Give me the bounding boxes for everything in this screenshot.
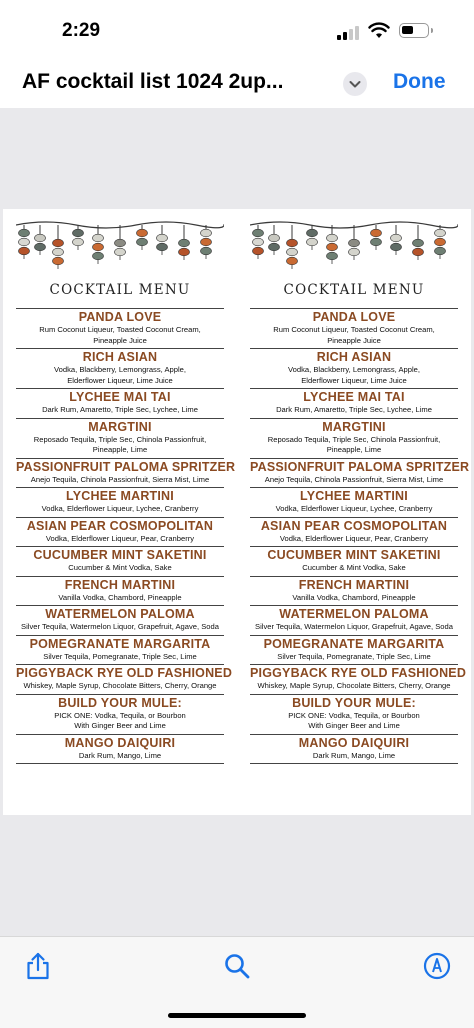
menu-item-ingredients: Silver Tequila, Pomegranate, Triple Sec, Lime (43, 651, 197, 661)
menu-item-ingredients: Anejo Tequila, Chinola Passionfruit, Sierra Mist, Lime (264, 474, 444, 484)
menu-item-ingredients: Rum Coconut Liqueur, Toasted Coconut Cream, (273, 325, 435, 334)
menu-item-name: PASSIONFRUIT PALOMA SPRITZER (250, 459, 470, 474)
status-bar (0, 0, 474, 60)
menu-item (250, 636, 458, 666)
menu-item-name: FRENCH MARTINI (298, 577, 410, 592)
menu-item-ingredients: Dark Rum, Mango, Lime (78, 750, 162, 760)
menu-item (250, 518, 458, 548)
menu-items (250, 308, 470, 764)
menu-item-ingredients: Vodka, Elderflower Liqueur, Pear, Cranberry (279, 533, 429, 543)
menu-item-ingredients: Vanilla Vodka, Chambord, Pineapple (292, 592, 416, 602)
menu-item-ingredients: PICK ONE: Vodka, Tequila, or Bourbon (54, 710, 186, 720)
menu-item-ingredients: Reposado Tequila, Triple Sec, Chinola Passionfruit, (267, 434, 441, 444)
search-icon[interactable] (222, 951, 252, 981)
menu-item (16, 695, 224, 735)
menu-item-name: BUILD YOUR MULE: (292, 695, 416, 710)
menu-item-name: WATERMELON PALOMA (279, 607, 429, 621)
menu-item-ingredients: Reposado Tequila, Triple Sec, Chinola Passionfruit, (33, 434, 207, 444)
menu-item-name: LYCHEE MARTINI (66, 489, 174, 503)
battery-icon (399, 23, 429, 38)
menu-item-name: PIGGYBACK RYE OLD FASHIONED (16, 666, 233, 680)
share-icon[interactable] (23, 951, 53, 981)
menu-item (250, 309, 458, 349)
menu-item-ingredients: Dark Rum, Amaretto, Triple Sec, Lychee, Lime (276, 405, 432, 414)
menu-item (250, 389, 458, 419)
menu-item-ingredients: Elderflower Liqueur, Lime Juice (67, 375, 173, 385)
menu-item-ingredients: Vodka, Elderflower Liqueur, Lychee, Cranberry (41, 504, 199, 513)
menu-item-ingredients: Vodka, Blackberry, Lemongrass, Apple, (288, 365, 420, 374)
menu-item (250, 695, 458, 735)
menu-item-name: MANGO DAIQUIRI (64, 735, 176, 750)
menu-item-ingredients: Vodka, Elderflower Liqueur, Pear, Cranberry (45, 533, 195, 543)
menu-item-name: MARGTINI (88, 419, 152, 434)
menu-item (250, 419, 458, 459)
home-indicator (168, 1013, 306, 1018)
menu-item-ingredients: Cucumber & Mint Vodka, Sake (302, 563, 406, 572)
menu-item (16, 349, 224, 389)
menu-item-name: RICH ASIAN (82, 350, 158, 364)
menu-title: COCKTAIL MENU (283, 282, 425, 298)
menu-item (16, 665, 233, 695)
menu-item (16, 735, 224, 765)
menu-item-name: WATERMELON PALOMA (45, 607, 195, 621)
menu-item (16, 488, 224, 518)
menu-item-name: PASSIONFRUIT PALOMA SPRITZER (16, 459, 236, 474)
menu-item (250, 349, 458, 389)
menu-item-ingredients: With Ginger Beer and Lime (74, 721, 166, 730)
menu-item (250, 606, 458, 636)
menu-item (16, 459, 236, 489)
menu-item (16, 309, 224, 349)
menu-item-ingredients: Silver Tequila, Watermelon Liquor, Grapefruit, Agave, Soda (21, 622, 219, 631)
menu-item-ingredients: Rum Coconut Liqueur, Toasted Coconut Cream, (39, 325, 201, 334)
document-title: AF cocktail list 1024 2up... (22, 70, 284, 93)
menu-item (16, 389, 224, 419)
lantern-garland-icon (16, 219, 224, 277)
menu-item-ingredients: With Ginger Beer and Lime (308, 721, 400, 730)
menu-item-ingredients: Silver Tequila, Watermelon Liquor, Grapefruit, Agave, Soda (255, 622, 453, 631)
title-menu-button[interactable] (343, 72, 367, 96)
menu-item-ingredients: PICK ONE: Vodka, Tequila, or Bourbon (288, 710, 420, 720)
menu-item (16, 547, 224, 577)
menu-item (16, 577, 224, 607)
menu-item-name: PANDA LOVE (312, 310, 396, 324)
menu-item-ingredients: Pineapple Juice (327, 335, 381, 345)
menu-item (16, 606, 224, 636)
menu-item-name: CUCUMBER MINT SAKETINI (267, 548, 441, 562)
menu-item-ingredients: Cucumber & Mint Vodka, Sake (68, 563, 172, 572)
done-button[interactable]: Done (393, 70, 446, 93)
menu-item-name: BUILD YOUR MULE: (58, 695, 182, 710)
menu-item-ingredients: Dark Rum, Mango, Lime (312, 750, 396, 760)
menu-item-name: PIGGYBACK RYE OLD FASHIONED (250, 666, 467, 680)
menu-item-name: MARGTINI (322, 419, 386, 434)
menu-item (250, 459, 470, 489)
menu-item-name: LYCHEE MAI TAI (303, 390, 405, 404)
menu-item-name: FRENCH MARTINI (64, 577, 176, 592)
menu-item-name: MANGO DAIQUIRI (298, 735, 410, 750)
menu-item-ingredients: Vodka, Elderflower Liqueur, Lychee, Cranberry (275, 504, 433, 513)
menu-item-ingredients: Whiskey, Maple Syrup, Chocolate Bitters, Cherry, Orange (257, 681, 451, 690)
menu-item-name: LYCHEE MARTINI (300, 489, 408, 503)
menu-item (250, 488, 458, 518)
menu-item-ingredients: Elderflower Liqueur, Lime Juice (301, 375, 407, 385)
menu-title: COCKTAIL MENU (49, 282, 191, 298)
menu-item (250, 735, 458, 765)
menu-item (250, 547, 458, 577)
menu-item-name: PANDA LOVE (78, 310, 162, 324)
menu-item-ingredients: Pineapple Juice (93, 335, 147, 345)
menu-item-ingredients: Vanilla Vodka, Chambord, Pineapple (58, 592, 182, 602)
menu-item-ingredients: Vodka, Blackberry, Lemongrass, Apple, (54, 365, 186, 374)
menu-item-name: ASIAN PEAR COSMOPOLITAN (260, 518, 448, 533)
menu-item-name: POMEGRANATE MARGARITA (263, 636, 445, 651)
document-viewer[interactable] (0, 108, 474, 936)
menu-item (250, 665, 467, 695)
menu-items (16, 308, 236, 764)
clock: 2:29 (62, 20, 101, 41)
pdf-page (3, 209, 471, 815)
menu-item (16, 518, 224, 548)
menu-item-ingredients: Pineapple, Lime (92, 445, 148, 454)
menu-item-name: LYCHEE MAI TAI (69, 390, 171, 404)
menu-item-name: POMEGRANATE MARGARITA (29, 636, 211, 651)
menu-item-ingredients: Pineapple, Lime (326, 445, 382, 454)
chevron-down-icon (343, 72, 367, 96)
cellular-signal-icon (337, 24, 361, 40)
menu-item-ingredients: Dark Rum, Amaretto, Triple Sec, Lychee, Lime (42, 405, 198, 414)
lantern-garland-icon (250, 219, 458, 277)
menu-item-ingredients: Silver Tequila, Pomegranate, Triple Sec, Lime (277, 651, 431, 661)
menu-item (16, 636, 224, 666)
menu-item (16, 419, 224, 459)
menu-item-name: RICH ASIAN (316, 350, 392, 364)
markup-icon[interactable] (422, 951, 452, 981)
wifi-icon (368, 22, 390, 40)
menu-item-name: ASIAN PEAR COSMOPOLITAN (26, 518, 214, 533)
menu-item-name: CUCUMBER MINT SAKETINI (33, 548, 207, 562)
menu-item-ingredients: Whiskey, Maple Syrup, Chocolate Bitters, Cherry, Orange (23, 681, 217, 690)
menu-item (250, 577, 458, 607)
menu-item-ingredients: Anejo Tequila, Chinola Passionfruit, Sierra Mist, Lime (30, 474, 210, 484)
document-titlebar (0, 60, 474, 108)
